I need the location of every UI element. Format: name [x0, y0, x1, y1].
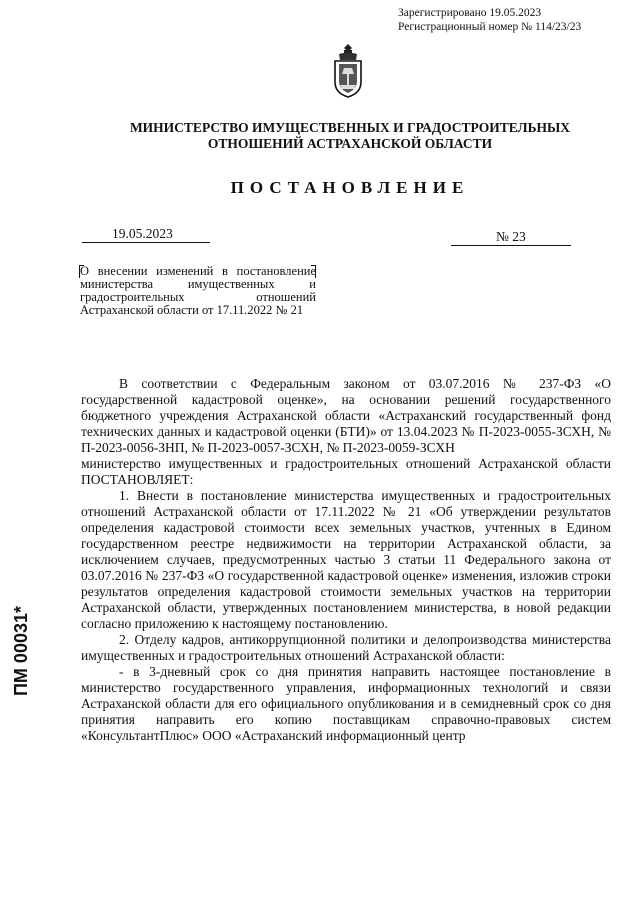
- paragraph-preamble: В соответствии с Федеральным законом от 03.07.2016 № 237-ФЗ «О государственной кадастровой оценке», на основании решений государственного бюджетного учреждения Астраханской области «Астраханский государственный фонд технических данных и кадастровой оценки (БТИ)» от 13.04.2023 № П-2023-0055-ЗСХН, № П-2023-0056-ЗНП, № П-2023-0057-ЗСХН, № П-2023-0059-ЗСХН: [81, 376, 611, 455]
- date-underline: [82, 242, 210, 243]
- document-subject: О внесении изменений в постановление министерства имущественных и градостроительных отношений Астраханской области от 17.11.2022 № 21: [80, 264, 316, 317]
- registration-stamp: [398, 6, 581, 34]
- document-number: № 23: [496, 229, 526, 244]
- paragraph-item-1: 1. Внести в постановление министерства имущественных и градостроительных отношений Астраханской области от 17.11.2022 № 21 «Об утверждении результатов определения кадастровой стоимости всех земельных участков, учтенных в Едином государственном реестре недвижимости на территории Астраханской области, за исключением случаев, предусмотренных частью 3 статьи 11 Федерального закона от 03.07.2016 № 237-ФЗ «О государственной кадастровой оценке» изменения, изложив строки результатов определения кадастровой стоимости земельных участков на территории Астраханской области, утвержденных постановлением министерства, в новой редакции согласно приложению к настоящему постановлению.: [81, 488, 611, 631]
- astrakhan-coat-of-arms-icon: [330, 44, 366, 98]
- registration-number: Регистрационный номер № 114/23/23: [398, 21, 582, 33]
- registration-date: Зарегистрировано 19.05.2023: [398, 7, 542, 19]
- side-registration-mark: ПМ 00031*: [11, 606, 31, 696]
- paragraph-resolves: министерство имущественных и градостроительных отношений Астраханской области ПОСТАНОВЛЯЕТ:: [81, 456, 611, 487]
- document-type: ПОСТАНОВЛЕНИЕ: [230, 178, 470, 197]
- number-underline: [451, 245, 571, 246]
- document-body: [81, 376, 611, 744]
- ministry-name-line-1: МИНИСТЕРСТВО ИМУЩЕСТВЕННЫХ И ГРАДОСТРОИТЕЛЬНЫХ: [129, 120, 571, 135]
- ministry-name: [60, 120, 640, 152]
- document-date: 19.05.2023: [112, 226, 173, 241]
- ministry-name-line-2: ОТНОШЕНИЙ АСТРАХАНСКОЙ ОБЛАСТИ: [207, 136, 493, 151]
- paragraph-item-2-sub: - в 3-дневный срок со дня принятия направить настоящее постановление в министерство государственного управления, информационных технологий и связи Астраханской области для его официального опубликования и в семидневный срок со дня принятия направить его копию поставщикам справочно-правовых систем «КонсультантПлюс» ООО «Астраханский информационный центр: [81, 664, 611, 743]
- paragraph-item-2: 2. Отделу кадров, антикоррупционной политики и делопроизводства министерства имущественных и градостроительных отношений Астраханской области:: [81, 632, 611, 663]
